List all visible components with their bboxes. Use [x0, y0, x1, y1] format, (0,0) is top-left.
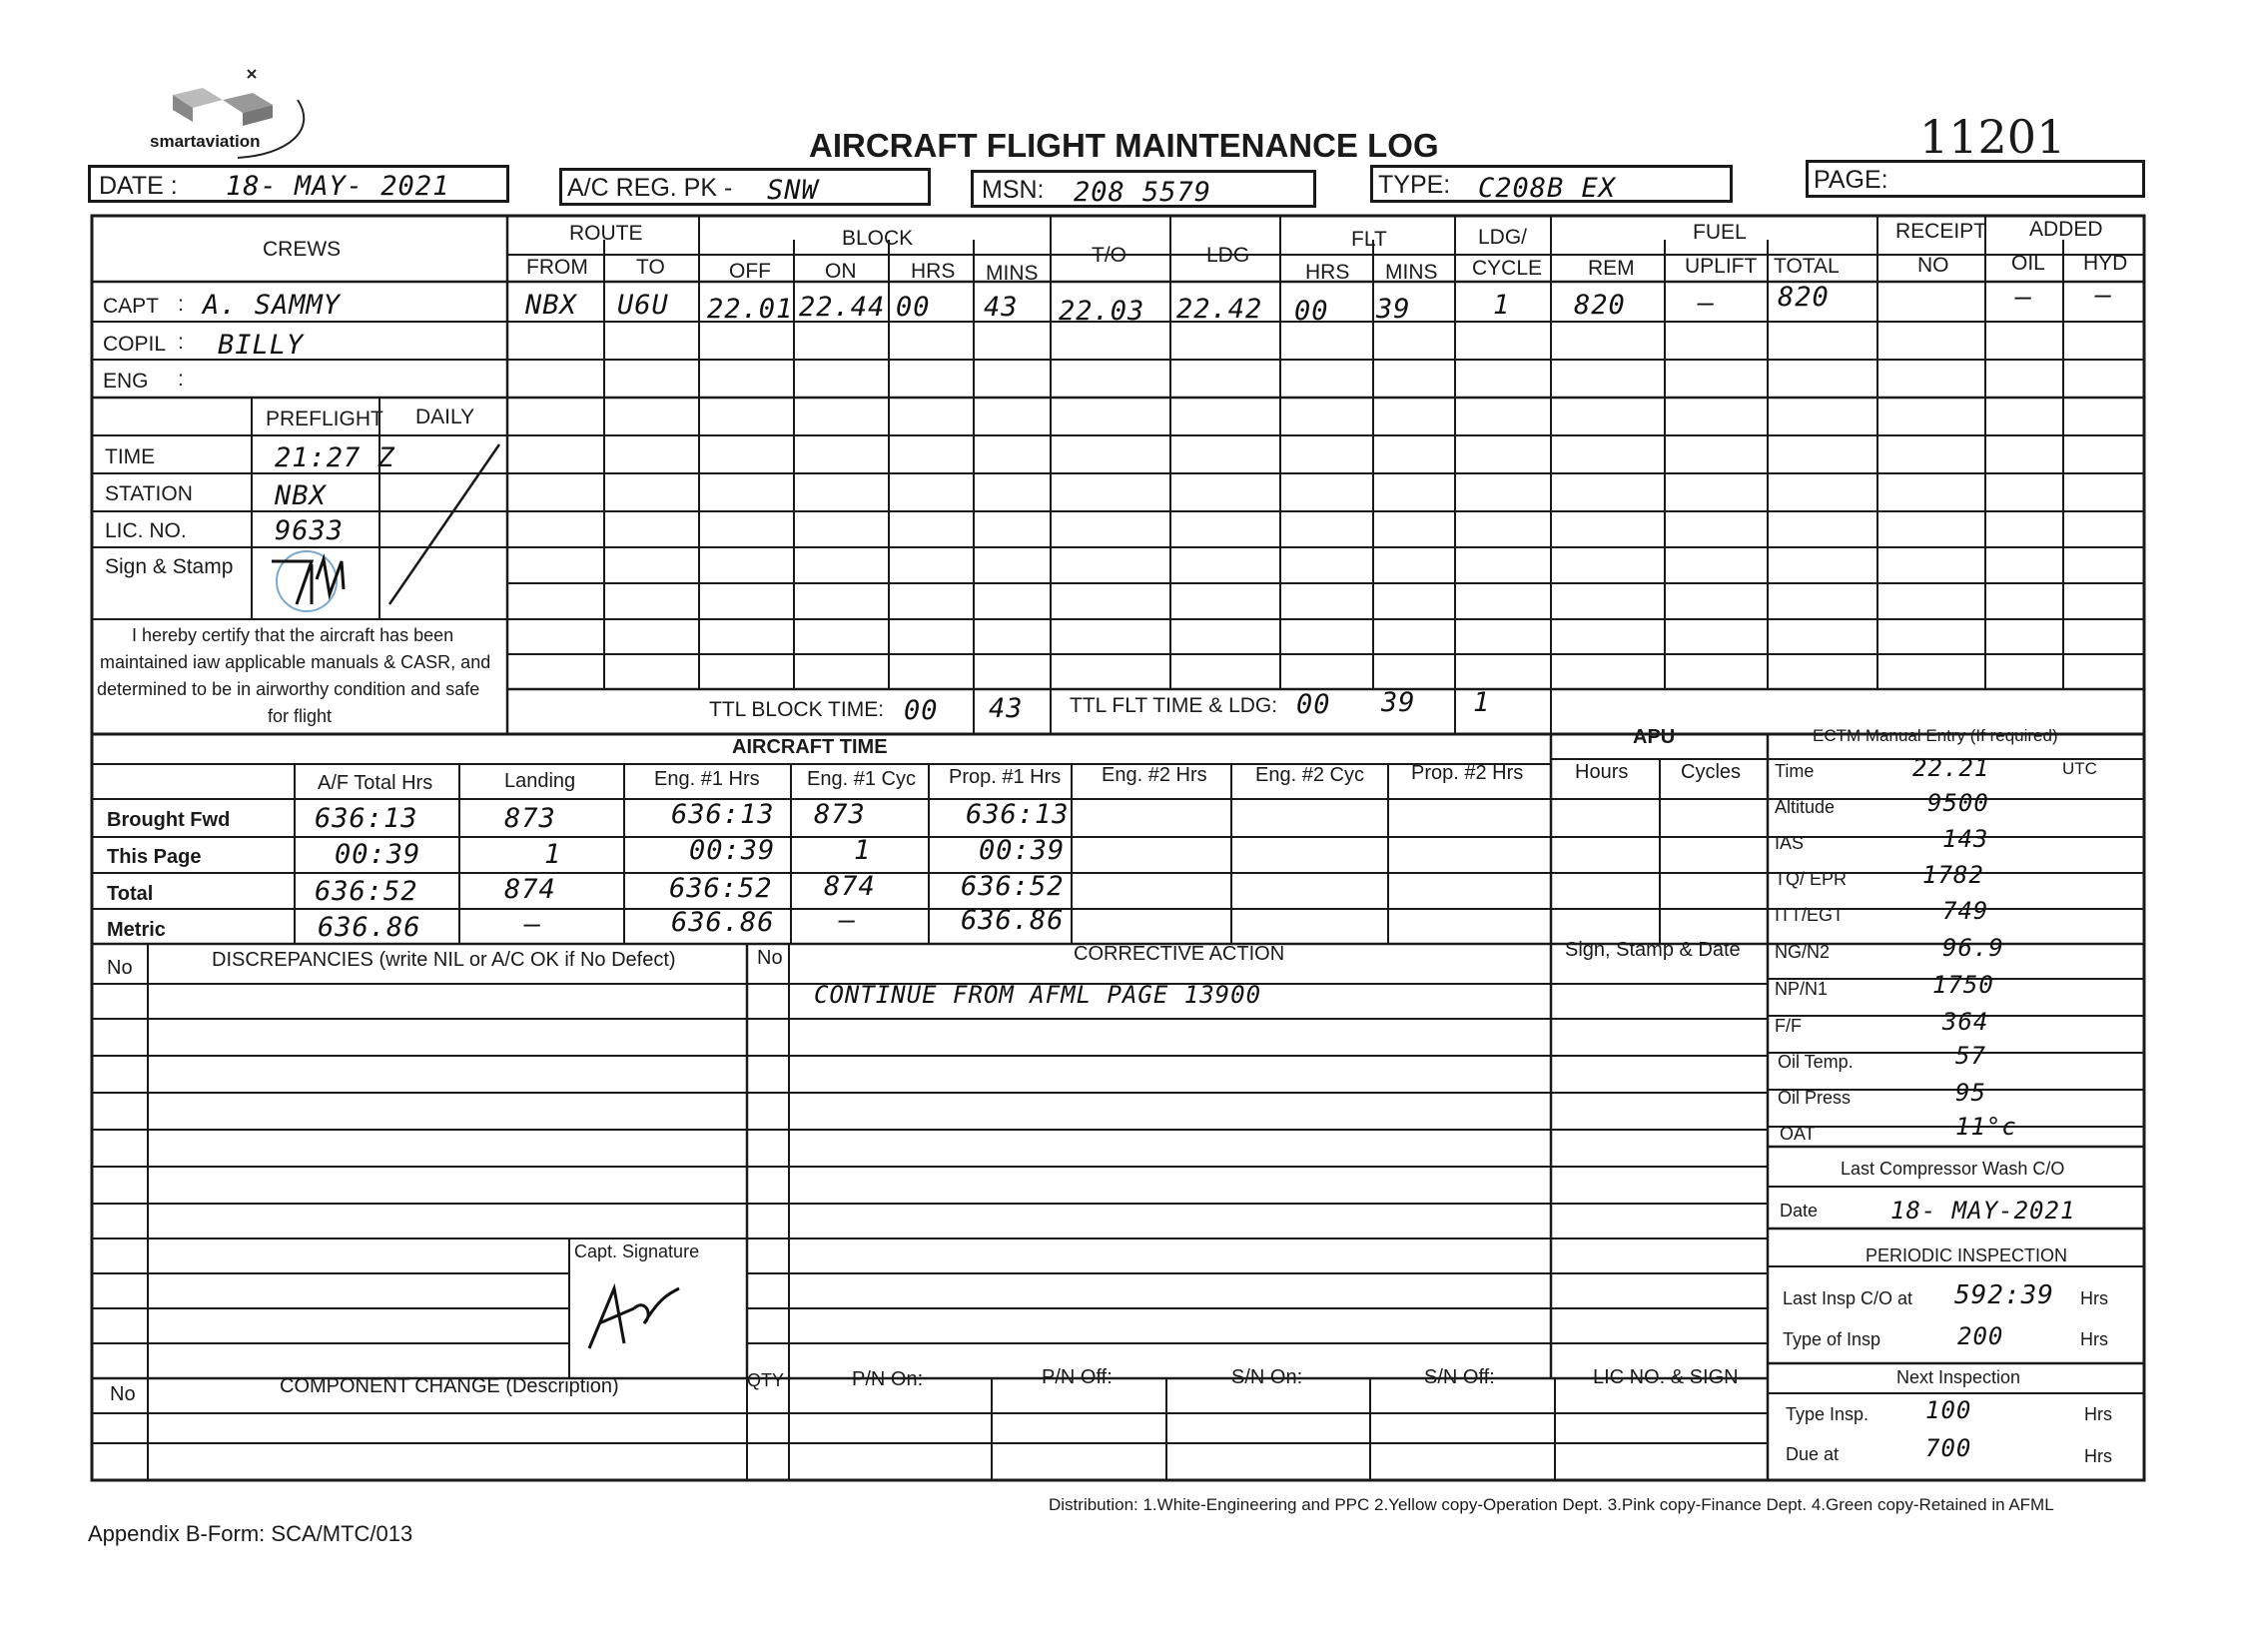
route-header: ROUTE	[569, 222, 643, 245]
ectm-time-value: 22.21	[1912, 754, 1990, 782]
tot-af-total: 636:52	[315, 876, 418, 907]
date-value: 18- MAY- 2021	[226, 171, 450, 202]
ectm-time-label: Time	[1775, 761, 1815, 781]
next-type-value: 100	[1925, 1396, 1972, 1424]
bf-eng1-cyc: 873	[814, 799, 866, 830]
col-af-total: A/F Total Hrs	[318, 772, 433, 794]
page-label: PAGE:	[1814, 166, 1888, 194]
row1-flt-mins: 39	[1376, 294, 1411, 325]
hrs-header: HRS	[911, 260, 956, 283]
sign-label: Sign & Stamp	[105, 555, 234, 578]
tot-prop1-hrs: 636:52	[961, 871, 1065, 902]
copil-label: COPIL	[103, 333, 167, 356]
row-this-page-label: This Page	[107, 846, 202, 868]
col-landing: Landing	[504, 770, 576, 792]
ttl-flt-mins: 39	[1381, 687, 1416, 718]
ectm-oil-temp-value: 57	[1955, 1042, 1986, 1070]
ectm-oil-temp-label: Oil Temp.	[1778, 1052, 1854, 1072]
block-header: BLOCK	[842, 227, 914, 250]
lic-value: 9633	[275, 515, 345, 546]
met-eng1-cyc: —	[839, 905, 857, 936]
ttl-block-label: TTL BLOCK TIME:	[709, 698, 885, 721]
row-metric-label: Metric	[107, 919, 166, 941]
row1-oil: –	[2015, 282, 2033, 313]
msn-value: 208 5579	[1074, 177, 1212, 208]
row1-flt-hrs: 00	[1294, 296, 1329, 327]
ttl-ldg: 1	[1473, 687, 1491, 718]
row1-cycle: 1	[1493, 290, 1511, 321]
preflight-label: PREFLIGHT	[266, 408, 383, 430]
col-eng1-hrs: Eng. #1 Hrs	[654, 768, 760, 790]
ectm-itt-value: 749	[1942, 897, 1989, 925]
row-brought-fwd-label: Brought Fwd	[107, 809, 231, 831]
type-insp-hrs: Hrs	[2080, 1329, 2108, 1349]
disc-no-header: No	[107, 957, 133, 979]
ectm-tq-label: TQ/ EPR	[1775, 869, 1848, 889]
col-eng2-cyc: Eng. #2 Cyc	[1255, 764, 1364, 786]
to-header: TO	[636, 256, 665, 279]
ectm-ng-value: 96.9	[1942, 934, 2004, 962]
fuel-header: FUEL	[1693, 221, 1747, 244]
periodic-heading: PERIODIC INSPECTION	[1866, 1245, 2068, 1265]
comp-sn-on-header: S/N On:	[1231, 1366, 1303, 1388]
eng-colon: :	[178, 368, 184, 391]
row1-total: 820	[1778, 282, 1830, 313]
col-prop1-hrs: Prop. #1 Hrs	[949, 766, 1062, 788]
apu-cycles-header: Cycles	[1681, 761, 1742, 783]
row1-off: 22.01	[707, 294, 794, 325]
ectm-ff-value: 364	[1942, 1008, 1989, 1036]
capt-value: A. SAMMY	[203, 290, 342, 321]
due-hrs: Hrs	[2084, 1446, 2112, 1466]
time-label: TIME	[105, 445, 156, 468]
certify-line-4: for flight	[268, 706, 333, 726]
apu-hours-header: Hours	[1575, 761, 1629, 783]
ectm-np-label: NP/N1	[1775, 979, 1829, 999]
from-header: FROM	[526, 256, 588, 279]
bf-landing: 873	[504, 803, 556, 834]
off-header: OFF	[729, 260, 771, 283]
corrective-heading: CORRECTIVE ACTION	[1074, 943, 1285, 965]
row1-to-time: 22.03	[1059, 296, 1145, 327]
corrective-action-text: CONTINUE FROM AFML PAGE 13900	[814, 981, 1262, 1009]
row1-rem: 820	[1574, 290, 1626, 321]
tot-eng1-cyc: 874	[824, 871, 876, 902]
tp-af-total: 00:39	[335, 839, 421, 870]
disc-heading: DISCREPANCIES (write NIL or A/C OK if No Defect)	[212, 949, 676, 971]
eng-label: ENG	[103, 370, 149, 393]
added-header: ADDED	[2029, 218, 2103, 241]
rem-header: REM	[1588, 257, 1635, 280]
ldg-header: LDG	[1206, 244, 1250, 267]
ttl-flt-hrs: 00	[1296, 689, 1331, 720]
certify-line-2: maintained iaw applicable manuals & CASR, and	[100, 652, 491, 672]
tot-eng1-hrs: 636:52	[669, 873, 773, 904]
type-insp-label: Type of Insp	[1783, 1329, 1881, 1349]
row1-on: 22.44	[799, 292, 886, 323]
ectm-tq-value: 1782	[1922, 861, 1984, 889]
ectm-ng-label: NG/N2	[1775, 942, 1831, 962]
stamp-signature-icon	[262, 549, 362, 615]
certify-line-3: determined to be in airworthy condition and safe	[97, 679, 480, 699]
row1-uplift: –	[1698, 288, 1716, 319]
row1-ldg: 22.42	[1176, 294, 1263, 325]
mins-header: MINS	[986, 262, 1039, 285]
comp-no-header: No	[110, 1383, 136, 1405]
next-type-hrs: Hrs	[2084, 1404, 2112, 1424]
msn-label: MSN:	[982, 176, 1045, 204]
ectm-heading: ECTM Manual Entry (If required)	[1813, 726, 2058, 745]
station-label: STATION	[105, 482, 193, 505]
receipt-header-2: NO	[1917, 254, 1949, 277]
col-prop2-hrs: Prop. #2 Hrs	[1411, 762, 1524, 784]
inspector-stamp	[262, 549, 362, 615]
col-eng1-cyc: Eng. #1 Cyc	[807, 768, 916, 790]
ttl-block-mins: 43	[989, 693, 1024, 724]
row1-to: U6U	[617, 290, 669, 321]
receipt-header-1: RECEIPT	[1895, 220, 1987, 243]
ectm-oat-value: 11°c	[1955, 1113, 2017, 1141]
due-value: 700	[1925, 1434, 1972, 1462]
station-value: NBX	[275, 480, 327, 511]
serial-number: 11201	[1919, 110, 2066, 164]
row1-hyd: –	[2095, 280, 2113, 311]
last-insp-label: Last Insp C/O at	[1783, 1288, 1913, 1308]
ttl-block-hrs: 00	[904, 695, 939, 726]
capt-label: CAPT	[103, 295, 160, 318]
met-prop1-hrs: 636.86	[961, 905, 1065, 936]
logo-text: smartaviation	[150, 132, 261, 151]
hyd-header: HYD	[2083, 252, 2128, 275]
ectm-altitude-value: 9500	[1927, 789, 1989, 817]
date-label: DATE :	[99, 172, 178, 200]
copil-value: BILLY	[218, 330, 305, 361]
aircraft-time-heading: AIRCRAFT TIME	[732, 736, 888, 758]
bf-af-total: 636:13	[315, 803, 418, 834]
last-insp-value: 592:39	[1954, 1280, 2054, 1310]
total-header: TOTAL	[1774, 255, 1840, 278]
signature-icon	[584, 1268, 684, 1358]
ectm-itt-label: ITT/EGT	[1775, 905, 1844, 925]
on-header: ON	[825, 260, 857, 283]
wash-heading: Last Compressor Wash C/O	[1841, 1159, 2065, 1179]
capt-signature-label: Capt. Signature	[574, 1241, 700, 1261]
form-appendix: Appendix B-Form: SCA/MTC/013	[88, 1521, 413, 1546]
captain-signature	[584, 1268, 684, 1358]
certify-line-1: I hereby certify that the aircraft has been	[132, 625, 454, 645]
comp-lic-header: LIC NO. & SIGN	[1593, 1366, 1739, 1388]
capt-colon: :	[178, 293, 184, 316]
next-type-label: Type Insp.	[1786, 1404, 1869, 1424]
tp-eng1-hrs: 00:39	[689, 835, 776, 866]
met-landing: —	[524, 909, 542, 940]
corr-no-header: No	[757, 947, 783, 969]
comp-heading: COMPONENT CHANGE (Description)	[280, 1375, 619, 1397]
wash-date-label: Date	[1780, 1201, 1819, 1221]
type-value: C208B EX	[1478, 173, 1617, 204]
oil-header: OIL	[2011, 252, 2045, 275]
tp-landing: 1	[544, 839, 562, 870]
row1-from: NBX	[525, 290, 577, 321]
time-value: 21:27 Z	[275, 442, 395, 473]
acreg-value: SNW	[767, 175, 819, 206]
met-eng1-hrs: 636.86	[671, 907, 775, 938]
flt-header: FLT	[1351, 228, 1387, 251]
ectm-oil-press-value: 95	[1955, 1079, 1986, 1107]
distribution-note: Distribution: 1.White-Engineering and PPC 2.Yellow copy-Operation Dept. 3.Pink copy-Finance Dept. 4.Green copy-Retained in AFML	[1049, 1495, 2054, 1514]
crews-heading: CREWS	[263, 238, 342, 261]
ldg-cycle-header-1: LDG/	[1478, 226, 1528, 249]
due-label: Due at	[1786, 1444, 1840, 1464]
daily-label: DAILY	[415, 406, 475, 428]
sign-stamp-date-heading: Sign, Stamp & Date	[1565, 939, 1741, 961]
ttl-flt-label: TTL FLT TIME & LDG:	[1070, 694, 1278, 717]
acreg-label: A/C REG. PK -	[567, 174, 733, 202]
ectm-ff-label: F/F	[1775, 1016, 1802, 1036]
to-time-header: T/O	[1092, 244, 1126, 267]
flt-hrs-header: HRS	[1305, 261, 1350, 284]
next-insp-heading: Next Inspection	[1896, 1367, 2021, 1387]
last-insp-hrs: Hrs	[2080, 1288, 2108, 1308]
row1-mins: 43	[984, 292, 1019, 323]
row1-hrs: 00	[896, 292, 931, 323]
met-af-total: 636.86	[318, 912, 421, 943]
ectm-oat-label: OAT	[1780, 1124, 1816, 1144]
ectm-altitude-label: Altitude	[1775, 797, 1836, 817]
ectm-np-value: 1750	[1932, 971, 1994, 999]
comp-sn-off-header: S/N Off:	[1424, 1366, 1495, 1388]
tot-landing: 874	[504, 874, 556, 905]
col-eng2-hrs: Eng. #2 Hrs	[1102, 764, 1207, 786]
ldg-cycle-header-2: CYCLE	[1472, 257, 1543, 280]
lic-label: LIC. NO.	[105, 519, 187, 542]
bf-prop1-hrs: 636:13	[966, 799, 1070, 830]
ectm-ias-label: IAS	[1775, 833, 1805, 853]
tp-prop1-hrs: 00:39	[979, 835, 1066, 866]
wash-date-value: 18- MAY-2021	[1890, 1197, 2076, 1225]
tp-eng1-cyc: 1	[854, 835, 872, 866]
ectm-oil-press-label: Oil Press	[1778, 1088, 1852, 1108]
page-title: AIRCRAFT FLIGHT MAINTENANCE LOG	[809, 127, 1439, 164]
apu-heading: APU	[1633, 726, 1676, 748]
ectm-utc: UTC	[2062, 759, 2097, 778]
copil-colon: :	[178, 331, 184, 354]
uplift-header: UPLIFT	[1685, 255, 1758, 278]
ectm-ias-value: 143	[1942, 825, 1989, 853]
flt-mins-header: MINS	[1385, 261, 1438, 284]
bf-eng1-hrs: 636:13	[671, 799, 775, 830]
comp-pn-off-header: P/N Off:	[1042, 1366, 1113, 1388]
type-insp-value: 200	[1957, 1322, 2004, 1350]
comp-qty-header: QTY	[747, 1370, 785, 1390]
comp-pn-on-header: P/N On:	[852, 1368, 924, 1390]
row-total-label: Total	[107, 883, 154, 905]
type-label: TYPE:	[1378, 171, 1451, 199]
